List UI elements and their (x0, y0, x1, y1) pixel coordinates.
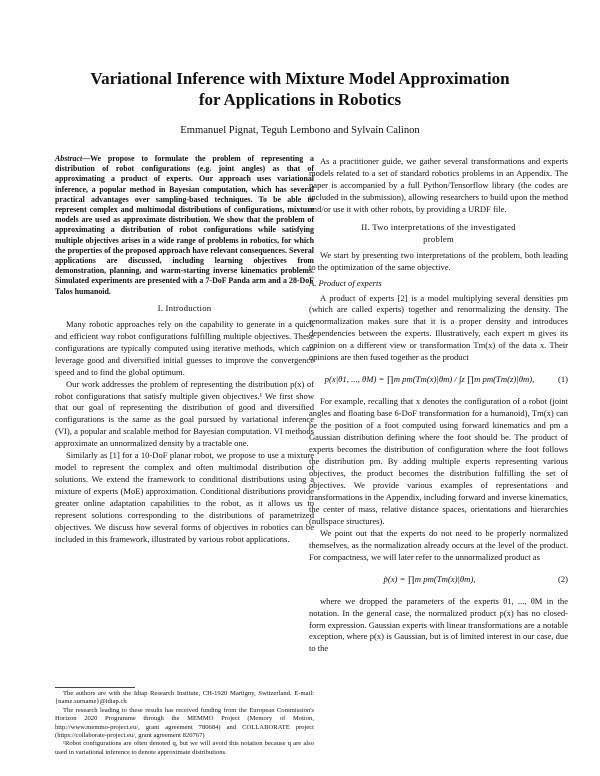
subsection-a-paragraph-3: We point out that the experts do not need to be properly normalized themselves, as the normalization already occurs at the level of the product. For compactness, we will later refer to the unnormalized product as (309, 527, 568, 562)
intro-paragraph-3: Similarly as [1] for a 10-DoF planar robot, we propose to use a mixture model to represent the complex and often multimodal distribution of solutions. We extend the framework to conditional distributions using a mixture of experts (MoE) approximation. Conditional distributions provide greater online adaptation capabilities to the robot, as it allows us to represent solutions corresponding to the distributions of parametrized objectives. We discuss how several forms of objectives in robotics can be included in this framework, illustrated by various robot applications. (55, 450, 314, 544)
right-paragraph-0: As a practitioner guide, we gather several transformations and experts models related to a set of standard robotics problems in an Appendix. The paper is accompanied by a full Python/Tensorflow library (the codes are included in the submission), allowing researchers to build upon the method and/or use it with other robots, by providing a URDF file. (309, 156, 568, 214)
section-heading-introduction: I. Introduction (157, 302, 212, 313)
subsection-heading-a: A. Product of experts (309, 277, 382, 288)
intro-paragraph-1: Many robotic approaches rely on the capability to generate in a quick and efficient way robot configurations fulfilling multiple objectives. These configurations are typically computed using iterative methods, which can leverage good and diversified initial guesses to improve the convergence speed and to find the global optimum. (55, 318, 314, 377)
section-2-heading-line-1: II. Two interpretations of the investigated (361, 221, 516, 232)
footnote-funding: The research leading to these results has received funding from the European Commission's Horizon 2020 Programme through the MEMMO Project (Memory of Motion, http://www.memmo-project.eu/, grant agreement 780684) and COLLABORATE project (https://collaborate-project.eu/, grant agreement 820767) (55, 706, 314, 740)
abstract-text: —We propose to formulate the problem of representing a distribution of robot configurations (e.g. joint angles) as that of approximating a product of experts. Our approach uses variational inference, a popular method in Bayesian computation, which has several practical advantages over sampling-based techniques. To be able to represent complex and multimodal distributions of configurations, mixture models are used as approximate distribution. We show that the problem of approximating a distribution of robot configurations while satisfying multiple objectives arises in a wide range of problems in robotics, for which the properties of the proposed approach have relevant consequences. Several applications are discussed, including learning objectives from demonstration, planning, and warm-starting inverse kinematics problems. Simulated experiments are presented with a 7-DoF Panda arm and a 28-DoF Talos humanoid. (55, 154, 314, 296)
paper-title (40, 68, 560, 110)
title-line-1: Variational Inference with Mixture Model Approximation (90, 69, 510, 88)
equation-2-expression: p̃(x) = ∏m pm(Tm(x)|θm), (383, 573, 476, 584)
equation-1 (309, 368, 568, 392)
intro-paragraph-2: Our work addresses the problem of representing the distribution p(x) of robot configurations that satisfy multiple given objectives.¹ We first show that our goal of representing the distribution of good and diversified configurations is the same as the goal pursued by variational inference (VI), a popular and scalable method for Bayesian computation. VI methods approximate an unnormalized density by a tractable one. (55, 378, 314, 449)
equation-2 (309, 568, 568, 592)
section-2-paragraph: We start by presenting two interpretations of the problem, both leading to the optimization of the same objective. (309, 249, 568, 272)
equation-2-number: (2) (558, 573, 568, 584)
footnotes (55, 687, 314, 757)
authors: Emmanuel Pignat, Teguh Lembono and Sylvain Calinon (180, 125, 420, 136)
footnote-1: ¹Robot configurations are often denoted q, but we will avoid this notation because q are also used in variational inference to denote approximate distributions. (55, 740, 314, 756)
left-column (55, 154, 314, 546)
equation-1-expression: p(x|θ1, ..., θM) = ∏m pm(Tm(x)|θm) / ∫z ∏m pm(Tm(z)|θm), (324, 374, 535, 385)
right-column (309, 156, 568, 655)
abstract-lead: Abstract (55, 154, 83, 163)
subsection-a-paragraph-2: For example, recalling that x denotes the configuration of a robot (joint angles and floating base 6-DoF transformation for a humanoid), Tm(x) can be the position of a foot computed using forward kinematics and pm a Gaussian distribution defining where the foot should be. The product of experts becomes the distribution of configuration where the foot follows the distribution pm. By adding multiple experts representing various objectives, the product becomes the distribution fulfilling the set of objectives. We provide various examples of representations and transformations in the Appendix, including forward and inverse kinematics, the center of mass, relative distance spaces, orientations and hierarchies (nullspace structures). (309, 396, 568, 526)
section-2-heading-line-2: problem (423, 233, 454, 244)
subsection-a-paragraph-4: where we dropped the parameters of the experts θ1, ..., θM in the notation. In the general case, the normalized product p(x) has no closed-form expression. Gaussian experts with linear transformations are a notable exception, where p(x) is Gaussian, but is of limited interest in our case, due to the (309, 595, 568, 654)
footnote-rule (55, 687, 135, 688)
subsection-a-paragraph-1: A product of experts [2] is a model multiplying several densities pm (which are called experts) together and renormalizing the density. The renormalization makes sure that it is a proper density and introduces dependencies between the experts. Illustratively, each expert m gives its opinion on a different view or transformation Tm(x) of the data x. Their opinions are then fused together as the product (309, 292, 568, 363)
equation-1-number: (1) (558, 374, 568, 385)
abstract (55, 154, 314, 297)
title-line-2: for Applications in Robotics (198, 90, 402, 109)
section-heading-2 (309, 222, 568, 246)
footnote-affiliation: The authors are with the Idiap Research Institute, CH-1920 Martigny, Switzerland. E-mail: {name.surname}@idiap.ch (55, 690, 314, 706)
